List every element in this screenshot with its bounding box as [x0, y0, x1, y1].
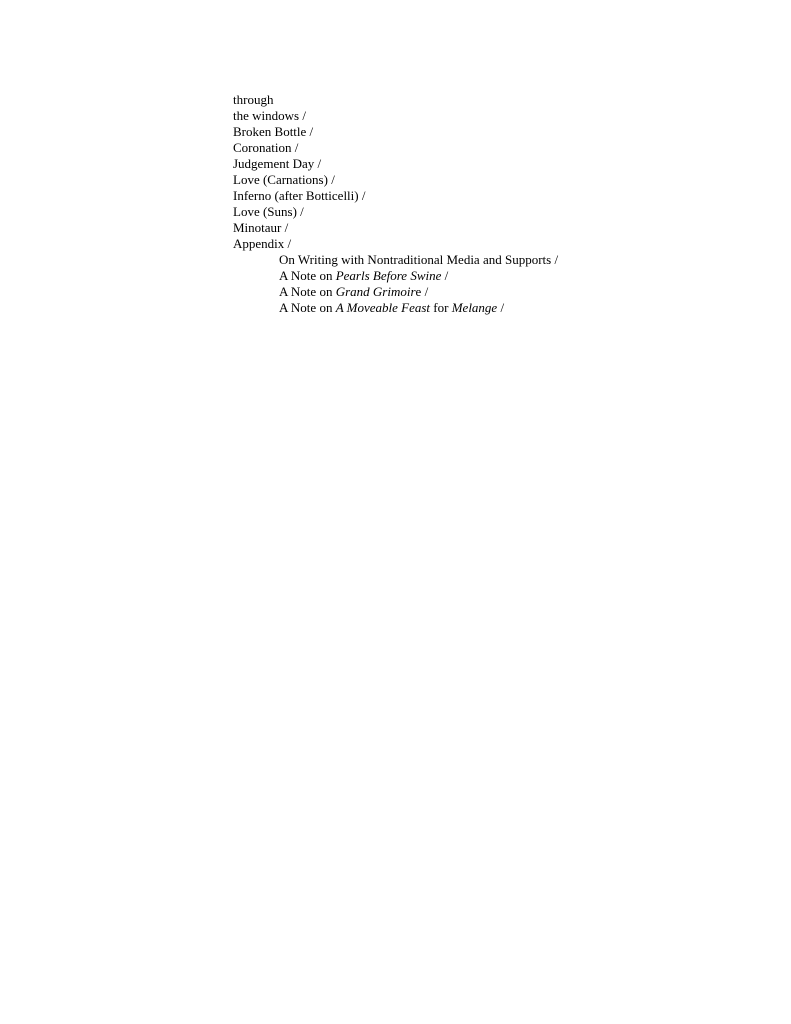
entry-prefix: A Note on [279, 268, 336, 283]
toc-entry: Minotaur / [233, 220, 289, 235]
appendix-entry-feast [233, 300, 558, 316]
work-title: Grand Grimoir [335, 284, 416, 299]
entry-suffix: / [441, 268, 449, 283]
toc-entry: Broken Bottle / [233, 124, 314, 139]
toc-entry: Love (Carnations) / [233, 172, 335, 187]
entry-suffix: / [421, 284, 429, 299]
toc-entry: Judgement Day / [233, 156, 322, 171]
work-title: Pearls Before Swine [335, 268, 442, 283]
entry-prefix: A Note on [279, 284, 336, 299]
work-title-2: Melange [451, 300, 498, 315]
appendix-entry-writing: On Writing with Nontraditional Media and Supports / [279, 252, 559, 267]
entry-middle: for [430, 300, 452, 315]
toc-entry: Coronation / [233, 140, 299, 155]
toc-entry-appendix: Appendix / [233, 236, 292, 251]
toc-entry: the windows / [233, 108, 306, 123]
toc-entry: through [233, 92, 274, 107]
entry-prefix: A Note on [279, 300, 336, 315]
toc-entry: Inferno (after Botticelli) / [233, 188, 366, 203]
appendix-entry-grimoire [233, 284, 558, 300]
table-of-contents [233, 92, 558, 316]
entry-suffix: / [497, 300, 505, 315]
appendix-entry-pearls [233, 268, 558, 284]
toc-entry: Love (Suns) / [233, 204, 304, 219]
work-title-end: e [415, 284, 422, 299]
work-title: A Moveable Feast [335, 300, 431, 315]
